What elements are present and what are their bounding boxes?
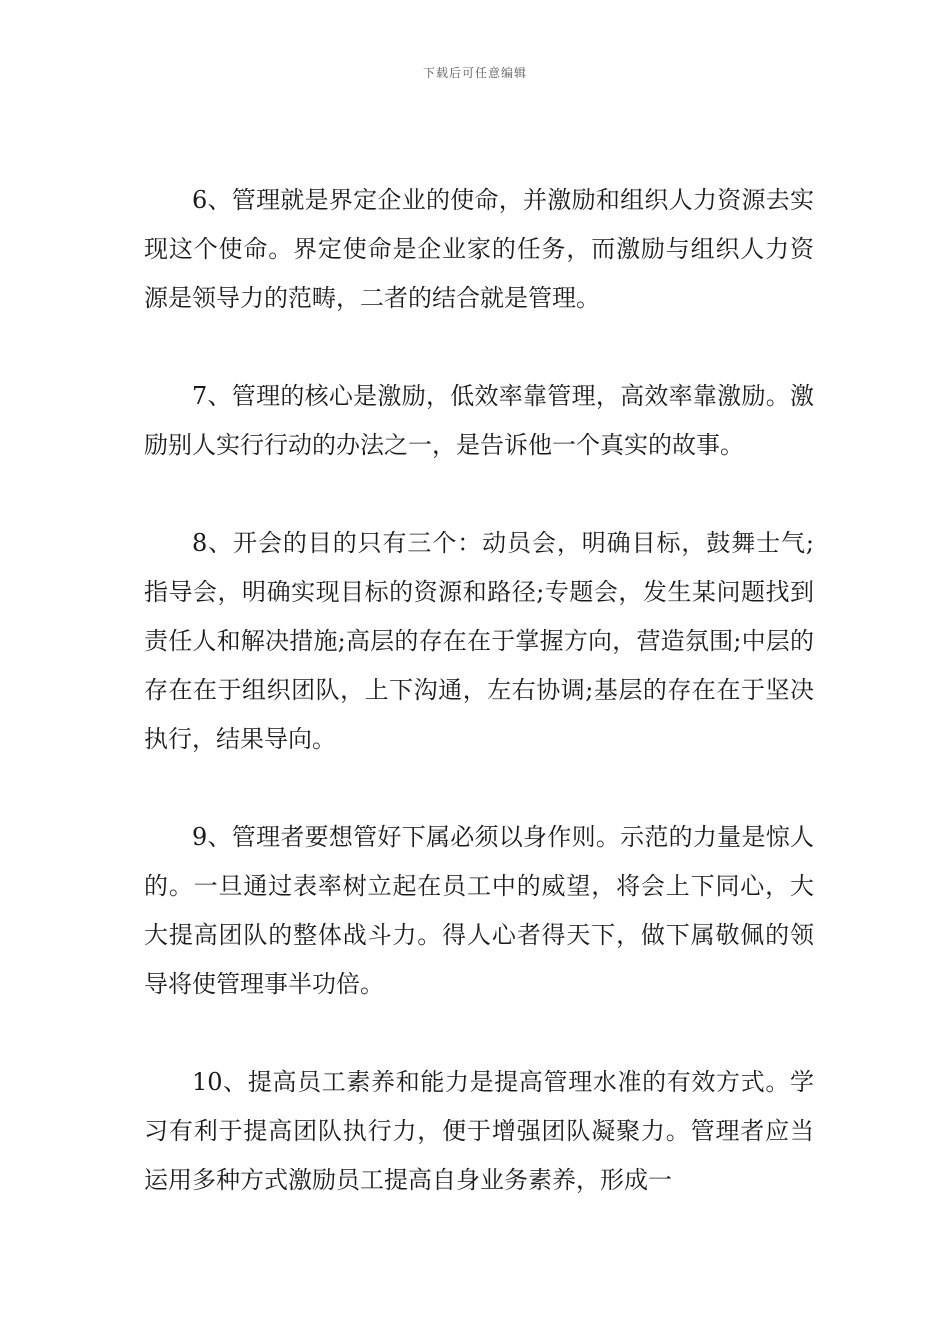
paragraph-10: 10、提高员工素养和能力是提高管理水准的有效方式。学习有利于提高团队执行力，便于增强团队凝聚力。管理者应当运用多种方式激励员工提高自身业务素养，形成一 [144,1068,814,1194]
header-note: 下载后可任意编辑 [422,66,527,80]
paragraph-9: 9、管理者要想管好下属必须以身作则。示范的力量是惊人的。一旦通过表率树立起在员工中的威望，将会上下同心，大大提高团队的整体战斗力。得人心者得天下，做下属敬佩的领导将使管理事半功倍。 [144,823,814,998]
paragraph-8: 8、开会的目的只有三个：动员会，明确目标，鼓舞士气;指导会，明确实现目标的资源和路径;专题会，发生某问题找到责任人和解决措施;高层的存在在于掌握方向，营造氛围;中层的存在在于组织团队，上下沟通，左右协调;基层的存在在于坚决执行，结果导向。 [144,529,814,753]
paragraph-6: 6、管理就是界定企业的使命，并激励和组织人力资源去实现这个使命。界定使命是企业家的任务，而激励与组织人力资源是领导力的范畴，二者的结合就是管理。 [144,186,814,312]
document-body [144,176,814,1205]
paragraph-7: 7、管理的核心是激励，低效率靠管理，高效率靠激励。激励别人实行行动的办法之一，是告诉他一个真实的故事。 [144,382,814,459]
